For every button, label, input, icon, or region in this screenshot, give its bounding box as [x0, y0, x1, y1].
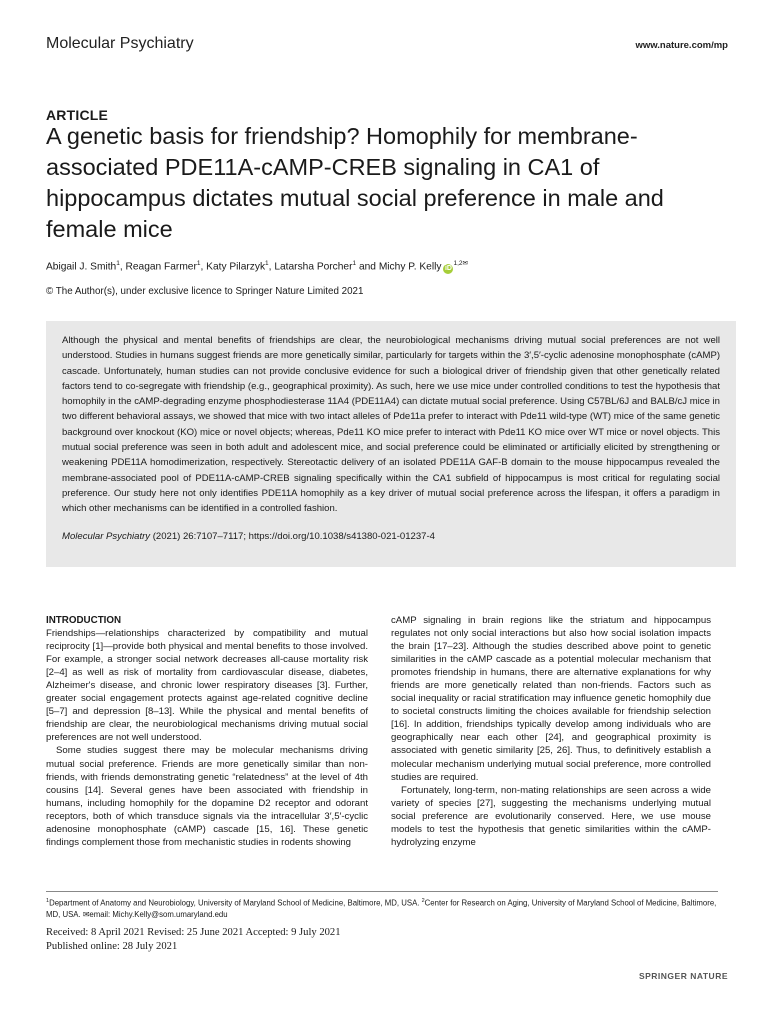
author-name[interactable]: Katy Pilarzyk: [206, 261, 266, 273]
author-name[interactable]: Michy P. Kelly: [378, 261, 442, 273]
authors-conjunction: and: [358, 261, 376, 273]
published-online: Published online: 28 July 2021: [46, 940, 178, 952]
journal-url[interactable]: www.nature.com/mp: [635, 40, 728, 51]
abstract-box: [46, 321, 736, 567]
citation-line: [62, 531, 720, 542]
publication-dates: [46, 926, 341, 953]
section-heading: INTRODUCTION: [46, 615, 122, 626]
author-name[interactable]: Abigail J. Smith: [46, 261, 117, 273]
author-affiliation: 1: [196, 260, 201, 267]
affiliation-footnote: $^1$Department of Anatomy and Neurobiology, University of Maryland School of Medicine, Baltimore, MD, USA. $^2$Center for Research on Aging, University of Maryland School of Medicine, Baltimore, MD, USA. ✉email: Michy.Kelly@som.umaryland.edu: [46, 898, 717, 920]
article-title: A genetic basis for friendship? Homophily for membrane-associated PDE11A-cAMP-CREB signaling in CA1 of hippocampus dictates mutual social preference in male and female mice: [46, 123, 664, 242]
corresponding-email[interactable]: email: Michy.Kelly@som.umaryland.edu: [89, 910, 228, 920]
footnote-divider: [46, 891, 718, 892]
paragraph: Friendships—relationships characterized by compatibility and mutual reciprocity [1]—provide both physical and mental benefits to those involved. For example, a stronger social network decreases all-cause mortality risk [2–4] as well as risk of mortality from cardiovascular disease, diabetes, Alzheimer's disease, and chronic lower respiratory diseases [3]. Further, greater social engagement protects against age-related cognitive decline [5–7] and depression [8–13]. While the physical and mental benefits of friendship are clear, the neurobiological mechanisms driving mutual social preferences are not well understood.: [46, 628, 368, 744]
copyright-notice: © The Author(s), under exclusive licence to Springer Nature Limited 2021: [46, 286, 364, 297]
paragraph: Some studies suggest there may be molecular mechanisms driving mutual social preference. Friends are more genetically similar than non-friends, with friends demonstrating genetic “relatedness” at the level of 4th cousins [14]. Several genes have been associated with friendship in humans, including homophily for the dopamine D2 receptor and odorant receptors, both of which transduce signals via the intracellular 3′,5′-cyclic adenosine monophosphate (cAMP) cascade [15, 16]. These genetic findings complement those from mechanistic studies in rodents showing: [46, 745, 368, 848]
author-affiliation: 1,2✉: [453, 260, 468, 267]
citation-details[interactable]: (2021) 26:7107–7117; https://doi.org/10.1038/s41380-021-01237-4: [150, 530, 435, 542]
author-affiliation: 1: [265, 260, 269, 267]
received-revised-accepted: Received: 8 April 2021 Revised: 25 June 2021 Accepted: 9 July 2021: [46, 927, 341, 938]
journal-name: Molecular Psychiatry: [46, 35, 194, 52]
affiliation-2: Center for Research on Aging, University of Maryland School of Medicine, Baltimore, MD, USA.: [46, 898, 717, 920]
author-list: Abigail J. Smith$^1$, Reagan Farmer$^1$, Katy Pilarzyk$^1$, Latarsha Porcher$^1$ and Michy P. Kelly $iD^{1,2✉}$: [46, 260, 468, 273]
publisher-logo: SPRINGER NATURE: [638, 971, 728, 981]
citation-journal: Molecular Psychiatry: [62, 530, 151, 542]
body-column-right: [391, 614, 711, 849]
author-affiliation: 1: [116, 260, 120, 267]
author-name[interactable]: Reagan Farmer: [125, 261, 197, 273]
email-icon: ✉: [82, 910, 90, 920]
paragraph: cAMP signaling in brain regions like the striatum and hippocampus regulates not only social interactions but also how social isolation impacts the brain [17–23]. Although the studies described above point to genetic similarities in the cAMP cascade as a potential molecular mechanism that promotes friendship in humans, there are alternative explanations for why friends are more genetically related than non-friends. Factors such as social inequality or racial stratification may influence genetic homophily due to societal constructs limiting the choices available for friendship selection [16]. In addition, friendships typically develop among individuals who are geographically near each other [24], and geographical proximity is associated with genetic similarity [25, 26]. Thus, to definitively establish a molecular mechanism underlying mutual social preference, more controlled studies are required.: [391, 615, 711, 783]
paragraph: Fortunately, long-term, non-mating relationships are seen across a wide variety of species [27], suggesting the mechanisms underlying mutual social preference are evolutionarily conserved. Here, we use mouse models to test the hypothesis that genetic similarities within the cAMP-hydrolyzing enzyme: [391, 784, 711, 848]
affiliation-1: Department of Anatomy and Neurobiology, University of Maryland School of Medicine, Baltimore, MD, USA.: [49, 898, 422, 908]
abstract-text: Although the physical and mental benefits of friendships are clear, the neurobiological mechanisms driving mutual social preferences are not well understood. Studies in humans suggest friends are more genetically similar, particularly for targets within the 3′,5′-cyclic adenosine monophosphate (cAMP) cascade. Unfortunately, human studies can not provide conclusive evidence for such a biological driver of friendship given that other genetically related factors tend to co-segregate with friendship (e.g., geographical proximity). As such, here we use mice under controlled conditions to test the hypothesis that homophily in the cAMP-degrading enzyme phosphodiesterase 11A4 (PDE11A4) can dictate mutual social preference. Using C57BL/6J and BALB/cJ mice in two different behavioral assays, we showed that mice with two intact alleles of Pde11a prefer to interact with Pde11 wild-type (WT) mice of the same genetic background over knockout (KO) mice or novel objects; whereas, Pde11 KO mice prefer to interact with Pde11 KO mice over WT mice or novel objects. This mutual social preference was seen in both adult and adolescent mice, and social preference could be eliminated or artificially elicited by strengthening or weakening PDE11A homodimerization, respectively. Stereotactic delivery of an isolated PDE11A GAF-B domain to the mouse hippocampus revealed the membrane-associated pool of PDE11A-cAMP-CREB signaling specifically within the CA1 subfield of hippocampus is most critical for regulating social preference. Our study here not only identifies PDE11A homophily as a key driver of mutual social preference across the lifespan, it offers a paradigm in which other mechanisms can be identified in a controlled fashion.: [62, 335, 720, 515]
orcid-icon[interactable]: iD: [444, 265, 452, 273]
article-type-label: ARTICLE: [46, 107, 109, 123]
body-column-left: [46, 614, 368, 849]
author-affiliation: 1: [352, 260, 357, 267]
author-name[interactable]: Latarsha Porcher: [274, 261, 353, 273]
